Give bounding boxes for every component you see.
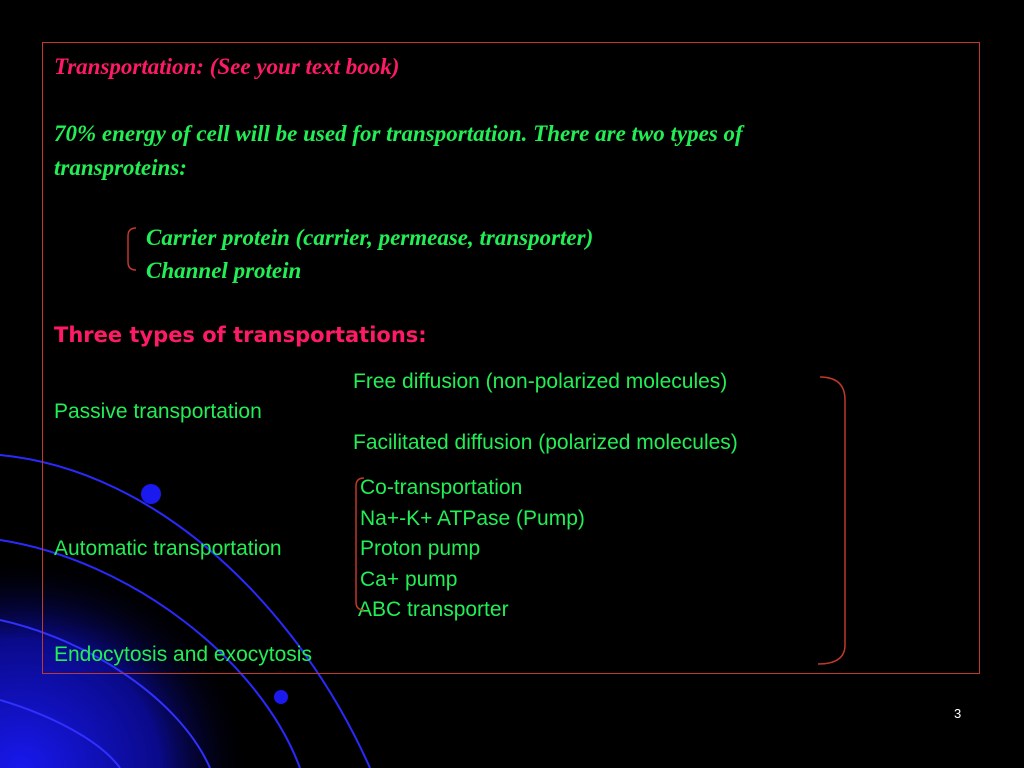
intro-line-2: transproteins:	[54, 155, 187, 180]
automatic-item-ca-pump: Ca+ pump	[360, 568, 458, 591]
automatic-item-proton-pump: Proton pump	[360, 537, 481, 560]
automatic-item-na-k-atpase: Na+-K+ ATPase (Pump)	[360, 507, 585, 530]
slide-title: Transportation: (See your text book)	[54, 54, 400, 79]
page-number: 3	[954, 706, 962, 721]
endocytosis-label: Endocytosis and exocytosis	[54, 643, 312, 666]
automatic-item-co-transportation: Co-transportation	[360, 476, 523, 499]
automatic-item-abc-transporter: ABC transporter	[358, 598, 509, 621]
transport-types-heading: Three types of transportations:	[54, 323, 427, 347]
automatic-transport-label: Automatic transportation	[54, 537, 282, 560]
intro-line-1: 70% energy of cell will be used for transportation. There are two types of	[54, 121, 743, 146]
passive-item-facilitated-diffusion: Facilitated diffusion (polarized molecules)	[353, 431, 738, 454]
passive-transport-label: Passive transportation	[54, 400, 262, 423]
transprotein-channel: Channel protein	[146, 258, 302, 283]
transprotein-carrier: Carrier protein (carrier, permease, transporter)	[146, 225, 594, 250]
passive-item-free-diffusion: Free diffusion (non-polarized molecules)	[353, 370, 728, 393]
